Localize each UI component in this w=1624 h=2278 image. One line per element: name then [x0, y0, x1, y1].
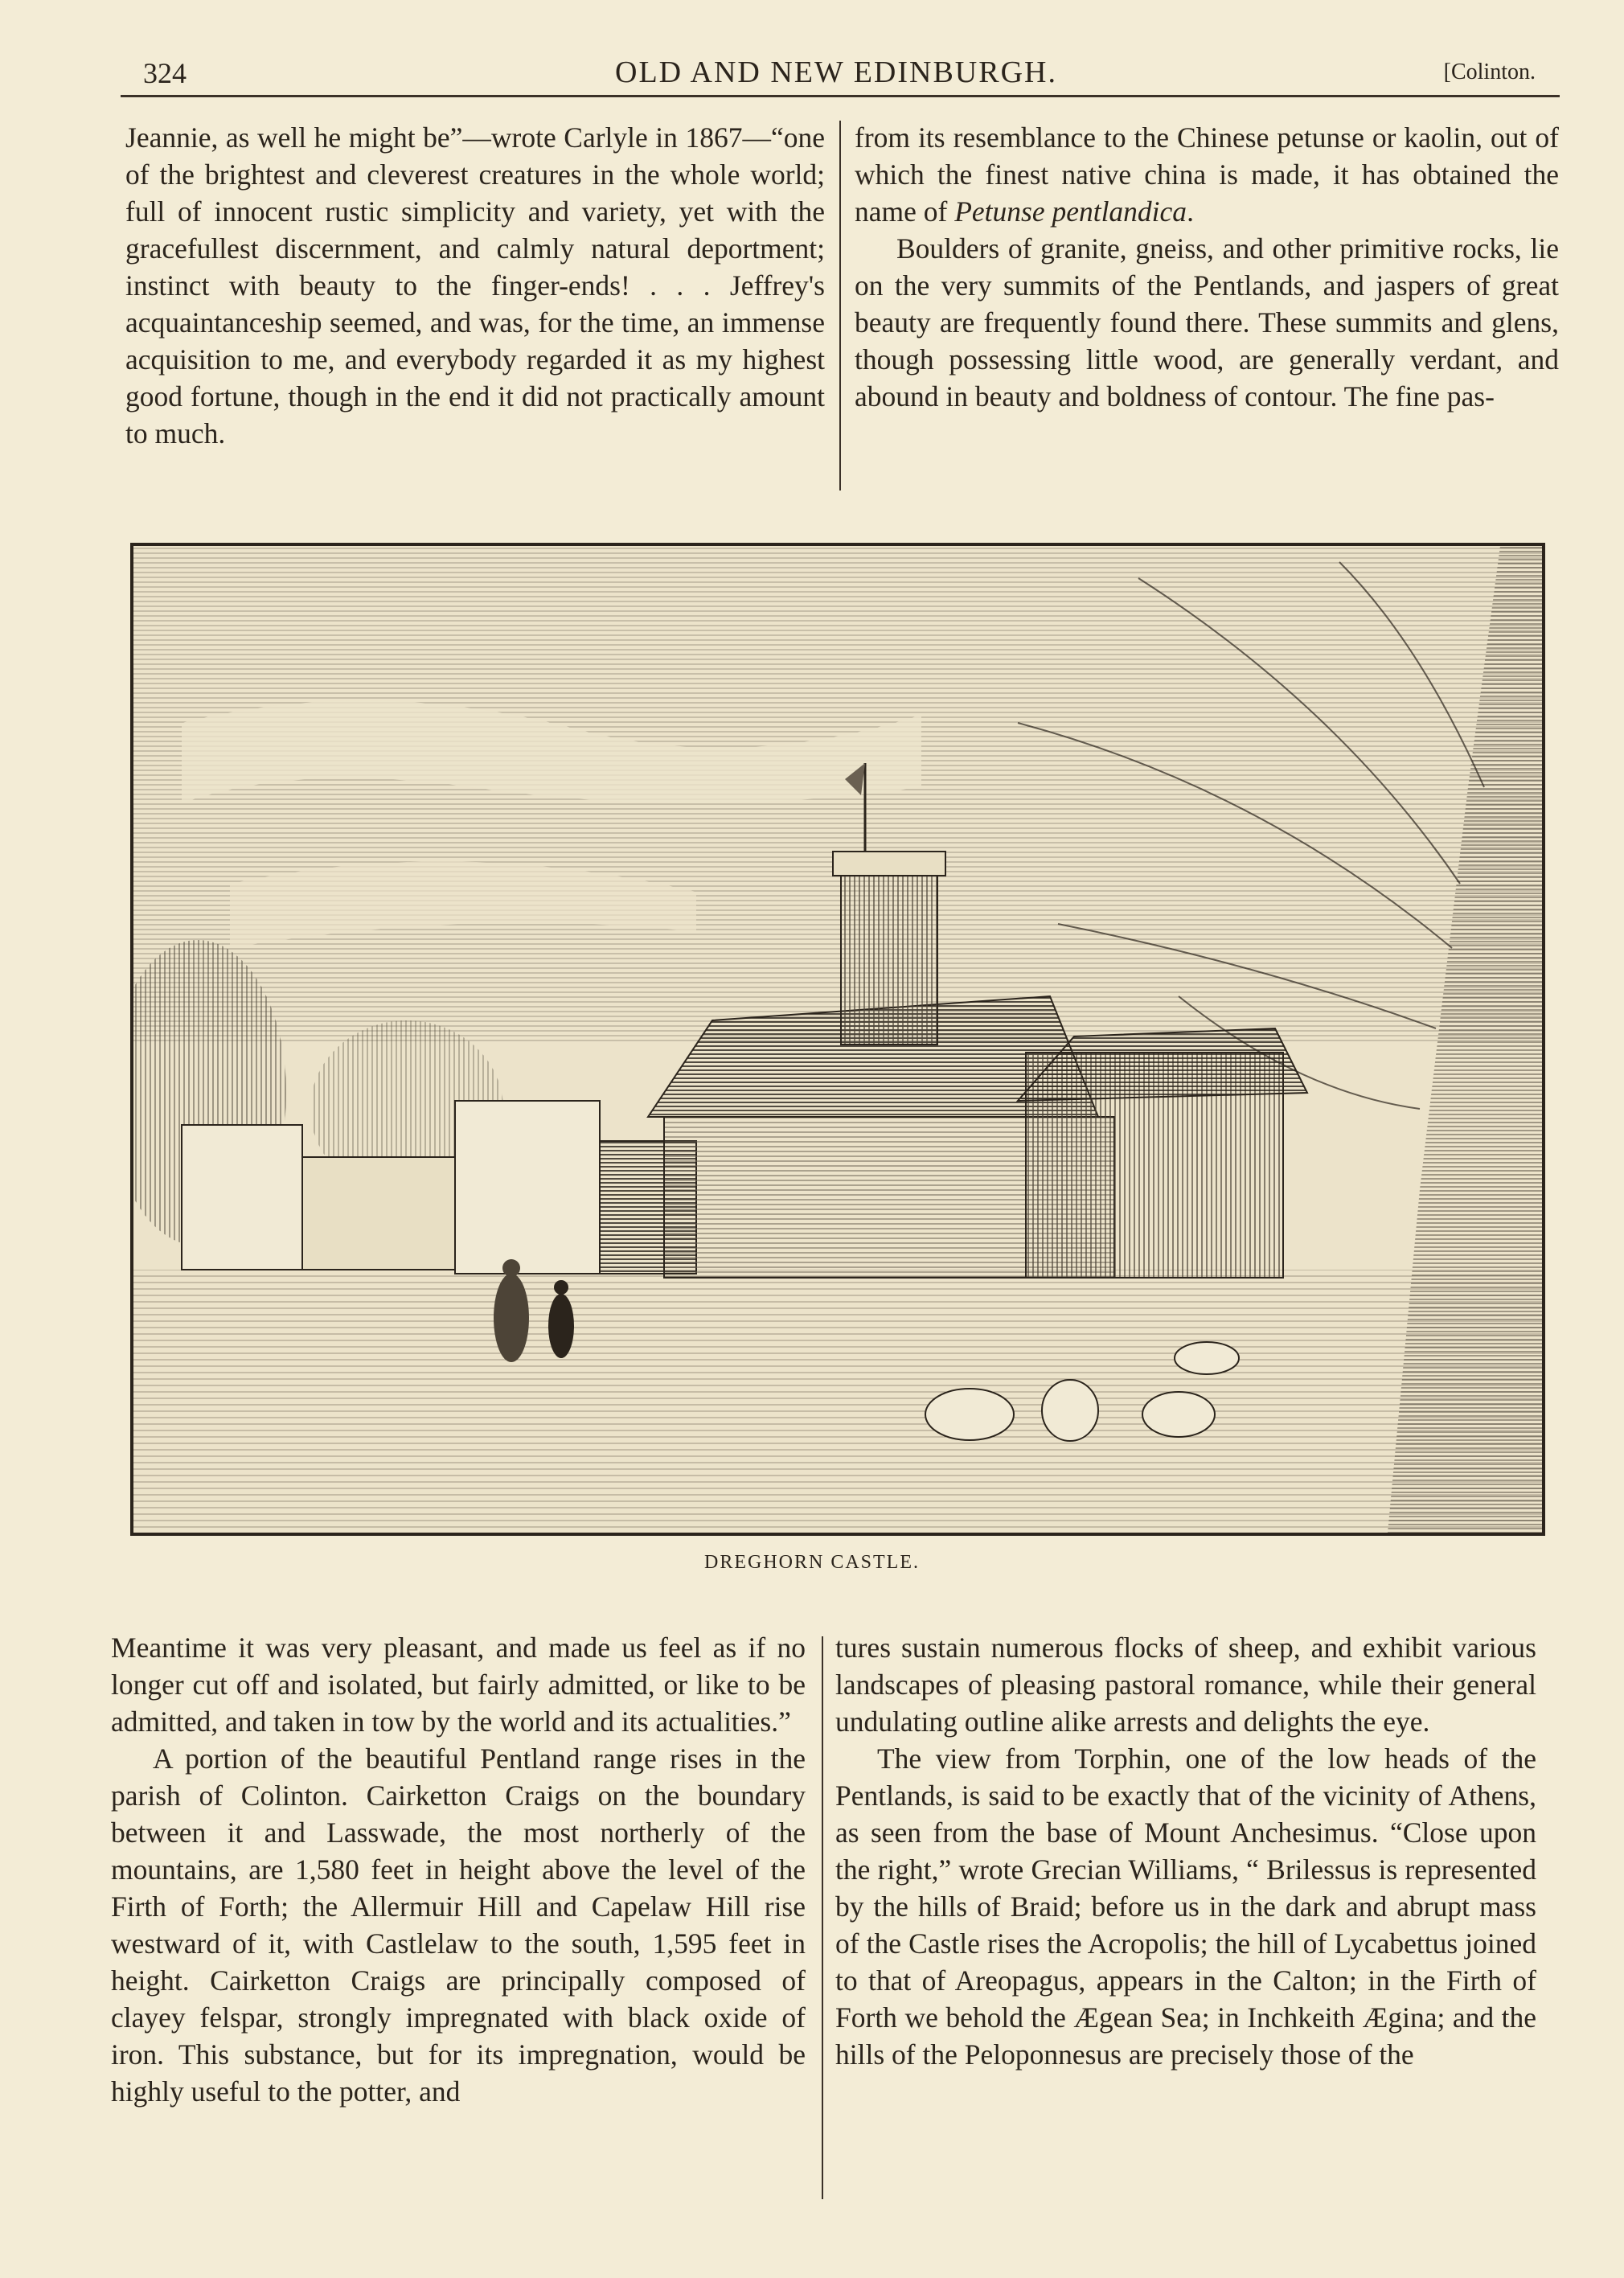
round-tower — [841, 868, 937, 1045]
page-number: 324 — [143, 57, 187, 89]
paragraph: The view from Torphin, one of the low heads of the Pentlands, is said to be exactly that of the vicinity of Athens, as seen from the base of Mount Anchesimus. “Close upon the right,” wrote Grecian Williams, “ Brilessus is represented by the hills of Braid; before us in the dark and abrupt mass of the Castle rises the Acropolis; the hill of Lycabettus joined to that of Areopagus, appears in the Calton; in the Firth of Forth we behold the Ægean Sea; in Inchkeith Ægina; and the hills of the Peloponnesus are precisely those of the — [835, 1742, 1536, 2071]
bottom-right-column — [835, 1629, 1536, 2073]
paragraph: Meantime it was very pleasant, and made us feel as if no longer cut off and isolated, but fairly admitted, or like to be admitted, and taken in tow by the world and its actualities.” — [111, 1632, 806, 1738]
running-header — [129, 51, 1544, 100]
left-wing — [182, 1125, 302, 1270]
engraving-illustration — [130, 543, 1545, 1536]
paragraph-text: from its resemblance to the Chinese petunse or kaolin, out of which the finest native china is made, it has obtained the name of — [855, 121, 1559, 228]
paragraph: tures sustain numerous flocks of sheep, and exhibit various landscapes of pleasing pastoral romance, while their general undulating outline alike arrests and delights the eye. — [835, 1632, 1536, 1738]
bottom-left-column — [111, 1629, 806, 2110]
dreghorn-castle-engraving — [133, 546, 1542, 1533]
section-marker: [Colinton. — [1443, 60, 1536, 84]
castle-front — [455, 1101, 600, 1274]
mineral-name: Petunse pentlandica — [954, 195, 1187, 228]
paragraph-text: . — [1187, 195, 1194, 228]
paragraph: Boulders of granite, gneiss, and other primitive rocks, lie on the very summits of the Pentlands, and jaspers of great beauty are frequently found there. These summits and glens, though possessing little wood, are generally verdant, and abound in beauty and boldness of contour. The fine pas- — [855, 232, 1559, 413]
running-title: OLD AND NEW EDINBURGH. — [615, 55, 1057, 89]
top-right-column — [855, 119, 1559, 415]
header-rule — [121, 95, 1560, 97]
column-divider — [839, 121, 841, 490]
paragraph: Jeannie, as well he might be”—wrote Carlyle in 1867—“one of the brightest and cleverest creatures in the whole world; full of innocent rustic simplicity and variety, yet with the gracefullest discernment, and calmly natural deportment; instinct with beauty to the finger-ends! . . . Jeffrey's acquaintanceship seemed, and was, for the time, an immense acquisition to me, and everybody regarded it as my highest good fortune, though in the end it did not practically amount to much. — [125, 121, 825, 449]
paragraph — [855, 119, 1559, 230]
column-divider — [822, 1636, 823, 2199]
top-left-column — [125, 119, 825, 452]
paragraph: A portion of the beautiful Pentland range rises in the parish of Colinton. Cairketton Craigs on the boundary between it and Lasswade, the most northerly of the mountains, are 1,580 feet in height above the level of the Firth of Forth; the Allermuir Hill and Capelaw Hill rise westward of it, with Castlelaw to the south, 1,595 feet in height. Cairketton Craigs are principally composed of clayey felspar, strongly impregnated with black oxide of iron. This substance, but for its impregnation, would be highly useful to the potter, and — [111, 1742, 806, 2108]
lawn — [133, 1270, 1542, 1533]
figure-caption: DREGHORN CASTLE. — [703, 1552, 920, 1573]
